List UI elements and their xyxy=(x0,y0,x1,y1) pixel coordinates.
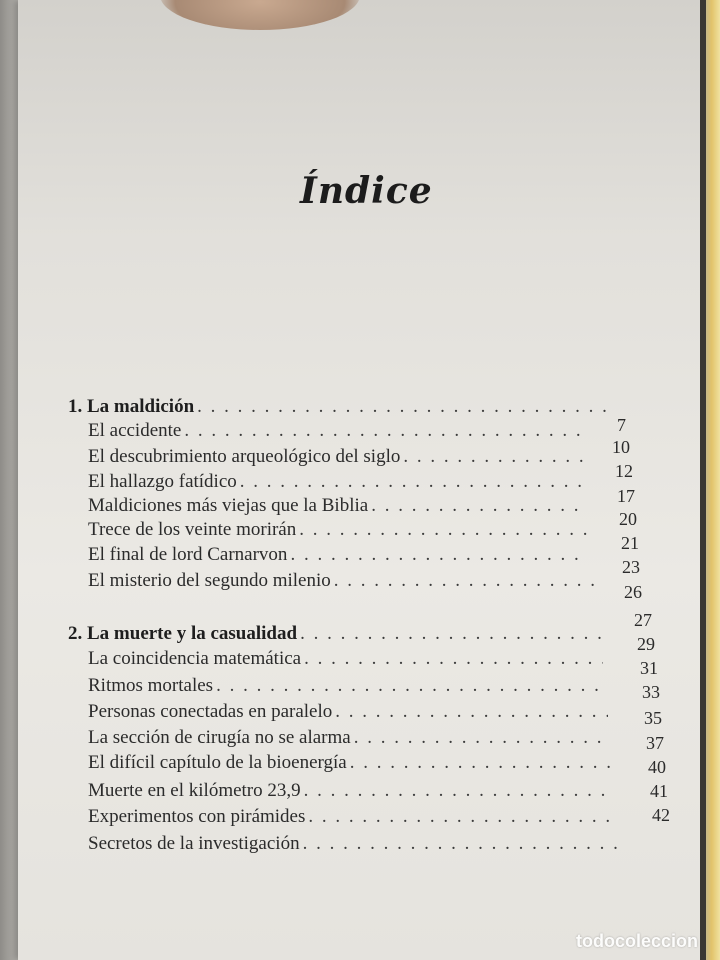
section-bioenergia: El difícil capítulo de la bioenergía . . . xyxy=(88,752,612,774)
page-number: 27 xyxy=(634,610,652,630)
section-personas: Personas conectadas en paralelo . . . xyxy=(88,701,608,723)
section-hallazgo: El hallazgo fatídico . . . xyxy=(88,471,588,493)
page-number: 10 xyxy=(612,437,630,457)
section-trece: Trece de los veinte morirán . . . xyxy=(88,519,588,541)
page-number: 42 xyxy=(652,805,670,825)
section-secretos: Secretos de la investigación . . . xyxy=(88,833,618,855)
page-number: 7 xyxy=(617,415,626,435)
page-number: 26 xyxy=(624,582,642,602)
section-ritmos: Ritmos mortales . . . xyxy=(88,675,606,697)
page-number: 40 xyxy=(648,757,666,777)
page-number: 20 xyxy=(619,509,637,529)
page-number: 31 xyxy=(640,658,658,678)
page-number: 35 xyxy=(644,708,662,728)
page-number: 21 xyxy=(621,533,639,553)
section-misterio: El misterio del segundo milenio . . . xyxy=(88,570,598,592)
page-number: 29 xyxy=(637,634,655,654)
section-maldiciones: Maldiciones más viejas que la Biblia . . . xyxy=(88,495,588,517)
section-el-accidente: El accidente . . . xyxy=(88,420,588,442)
page-number: 12 xyxy=(615,461,633,481)
section-coincidencia: La coincidencia matemática . . . xyxy=(88,648,603,670)
page-number: 17 xyxy=(617,486,635,506)
section-cirugia: La sección de cirugía no se alarma . . . xyxy=(88,727,610,749)
chapter-1-title: 1. La maldición . . . xyxy=(68,396,608,418)
chapter-2-title: 2. La muerte y la casualidad . . . xyxy=(68,623,608,645)
page-title: Índice xyxy=(300,170,433,212)
page-number: 37 xyxy=(646,733,664,753)
watermark: todocoleccion xyxy=(575,931,698,951)
page-number: 23 xyxy=(622,557,640,577)
section-lord-carnarvon: El final de lord Carnarvon . . . xyxy=(88,544,588,566)
section-descubrimiento: El descubrimiento arqueológico del siglo . . . xyxy=(88,446,588,468)
page-number: 33 xyxy=(642,682,660,702)
page-number: 41 xyxy=(650,781,668,801)
section-piramides: Experimentos con pirámides . . . xyxy=(88,806,616,828)
section-kilometro: Muerte en el kilómetro 23,9 . . . xyxy=(88,780,614,802)
